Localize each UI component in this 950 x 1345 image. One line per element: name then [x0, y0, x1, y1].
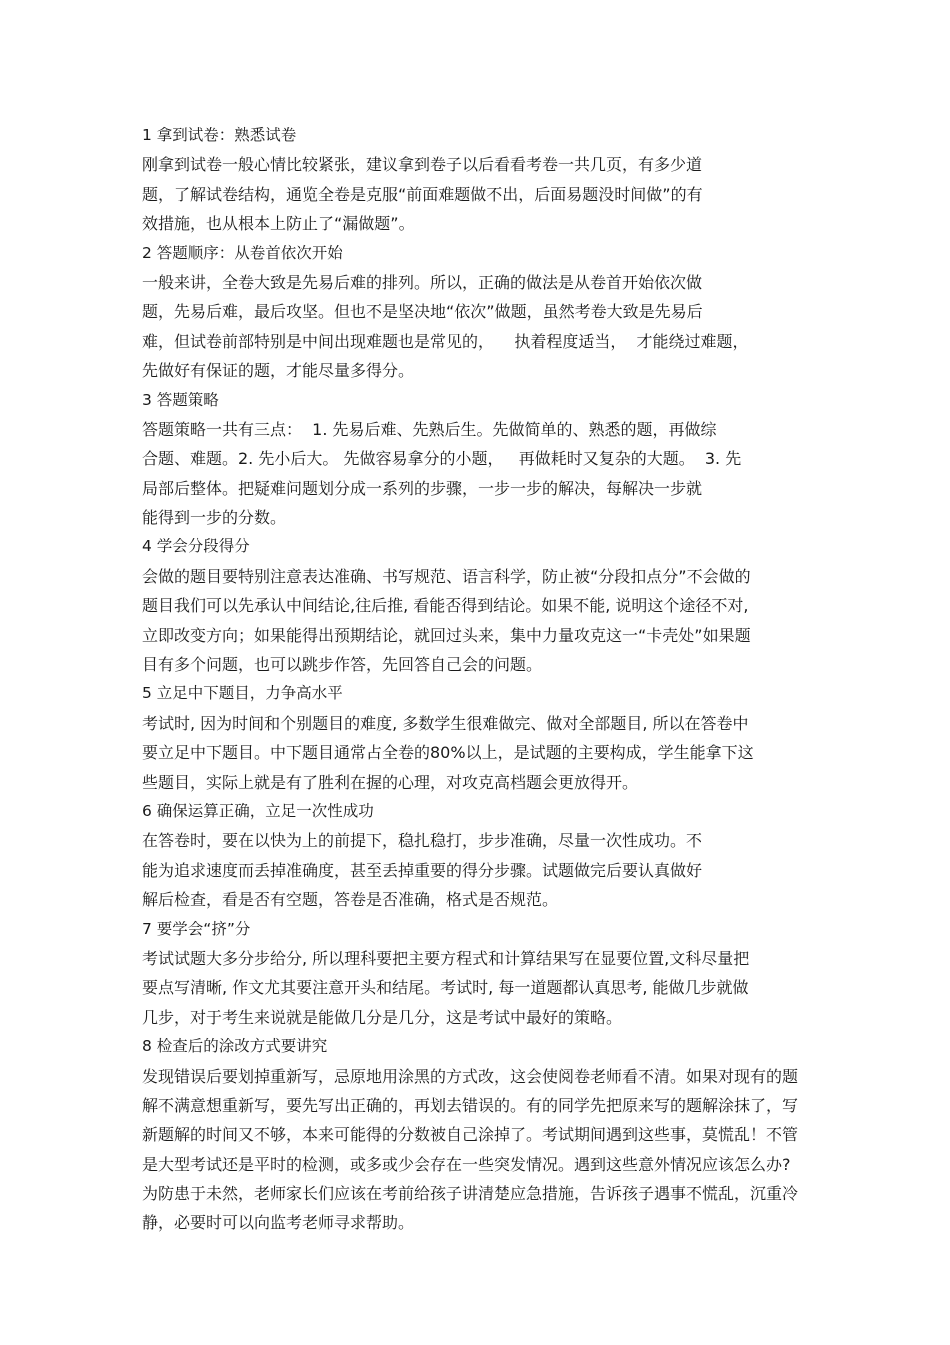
section-4-line: 题目我们可以先承认中间结论,往后推, 看能否得到结论。如果不能, 说明这个途径不对, — [142, 596, 749, 616]
section-2-heading: 2 答题顺序：从卷首依次开始 — [142, 243, 343, 262]
section-8-line: 是大型考试还是平时的检测，或多或少会存在一些突发情况。遇到这些意外情况应该怎么办? — [142, 1154, 791, 1174]
section-8-line: 新题解的时间又不够，本来可能得的分数被自己涂掉了。考试期间遇到这些事，莫慌乱！不管 — [142, 1125, 799, 1145]
section-4-heading: 4 学会分段得分 — [142, 537, 250, 556]
section-5-line: 考试时, 因为时间和个别题目的难度, 多数学生很难做完、做对全部题目, 所以在答卷中 — [142, 713, 749, 733]
section-2-line: 先做好有保证的题，才能尽量多得分。 — [142, 361, 415, 381]
section-8-line: 静，必要时可以向监考老师寻求帮助。 — [142, 1213, 415, 1233]
section-5-heading: 5 立足中下题目，力争高水平 — [142, 684, 343, 703]
section-7-line: 考试试题大多分步给分, 所以理科要把主要方程式和计算结果写在显要位置,文科尽量把 — [142, 948, 750, 968]
section-4-line: 目有多个问题，也可以跳步作答，先回答自己会的问题。 — [142, 655, 543, 675]
section-1-line: 效措施，也从根本上防止了“漏做题”。 — [142, 214, 415, 234]
section-4-line: 立即改变方向；如果能得出预期结论，就回过头来，集中力量攻克这一“卡壳处”如果题 — [142, 625, 751, 645]
section-6-line: 能为追求速度而丢掉准确度，甚至丢掉重要的得分步骤。试题做完后要认真做好 — [142, 860, 703, 880]
section-6-heading: 6 确保运算正确，立足一次性成功 — [142, 801, 374, 820]
section-4-line: 会做的题目要特别注意表达准确、书写规范、语言科学，防止被“分段扣点分”不会做的 — [142, 566, 751, 586]
section-3-line: 合题、难题。2. 先小后大。 先做容易拿分的小题， 再做耗时又复杂的大题。 3. 先 — [142, 449, 742, 469]
section-3-line: 答题策略一共有三点： 1. 先易后难、先熟后生。先做简单的、熟悉的题，再做综 — [142, 419, 717, 439]
section-8-line: 发现错误后要划掉重新写，忌原地用涂黑的方式改，这会使阅卷老师看不清。如果对现有的题 — [142, 1066, 799, 1086]
section-8-line: 为防患于未然，老师家长们应该在考前给孩子讲清楚应急措施，告诉孩子遇事不慌乱，沉重冷 — [142, 1184, 799, 1204]
section-1-heading: 1 拿到试卷：熟悉试卷 — [142, 126, 297, 144]
section-2-line: 题，先易后难，最后攻坚。但也不是坚决地“依次”做题，虽然考卷大致是先易后 — [142, 302, 703, 322]
section-1-line: 刚拿到试卷一般心情比较紧张，建议拿到卷子以后看看考卷一共几页，有多少道 — [142, 155, 703, 175]
section-5-line: 些题目，实际上就是有了胜利在握的心理，对攻克高档题会更放得开。 — [142, 772, 639, 792]
section-8-heading: 8 检查后的涂改方式要讲究 — [142, 1037, 328, 1056]
section-3-line: 局部后整体。把疑难问题划分成一系列的步骤，一步一步的解决，每解决一步就 — [142, 478, 703, 498]
section-3-heading: 3 答题策略 — [142, 390, 219, 409]
section-7-heading: 7 要学会“挤”分 — [142, 919, 251, 938]
section-8-line: 解不满意想重新写，要先写出正确的，再划去错误的。有的同学先把原来写的题解涂抹了，写 — [142, 1095, 799, 1115]
section-3-line: 能得到一步的分数。 — [142, 508, 287, 528]
section-6-line: 在答卷时，要在以快为上的前提下，稳扎稳打，步步准确，尽量一次性成功。不 — [142, 831, 703, 851]
document-body — [142, 121, 822, 1238]
section-1-line: 题，了解试卷结构，通览全卷是克服“前面难题做不出，后面易题没时间做”的有 — [142, 184, 703, 204]
section-2-line: 难，但试卷前部特别是中间出现难题也是常见的， 执着程度适当， 才能绕过难题， — [142, 331, 749, 351]
section-5-line: 要立足中下题目。中下题目通常占全卷的80%以上，是试题的主要构成，学生能拿下这 — [142, 743, 754, 763]
section-6-line: 解后检查，看是否有空题，答卷是否准确，格式是否规范。 — [142, 890, 559, 910]
section-7-line: 要点写清晰, 作文尤其要注意开头和结尾。考试时, 每一道题都认真思考, 能做几步就做 — [142, 978, 749, 998]
section-7-line: 几步，对于考生来说就是能做几分是几分，这是考试中最好的策略。 — [142, 1007, 623, 1027]
section-2-line: 一般来讲，全卷大致是先易后难的排列。所以，正确的做法是从卷首开始依次做 — [142, 272, 703, 292]
